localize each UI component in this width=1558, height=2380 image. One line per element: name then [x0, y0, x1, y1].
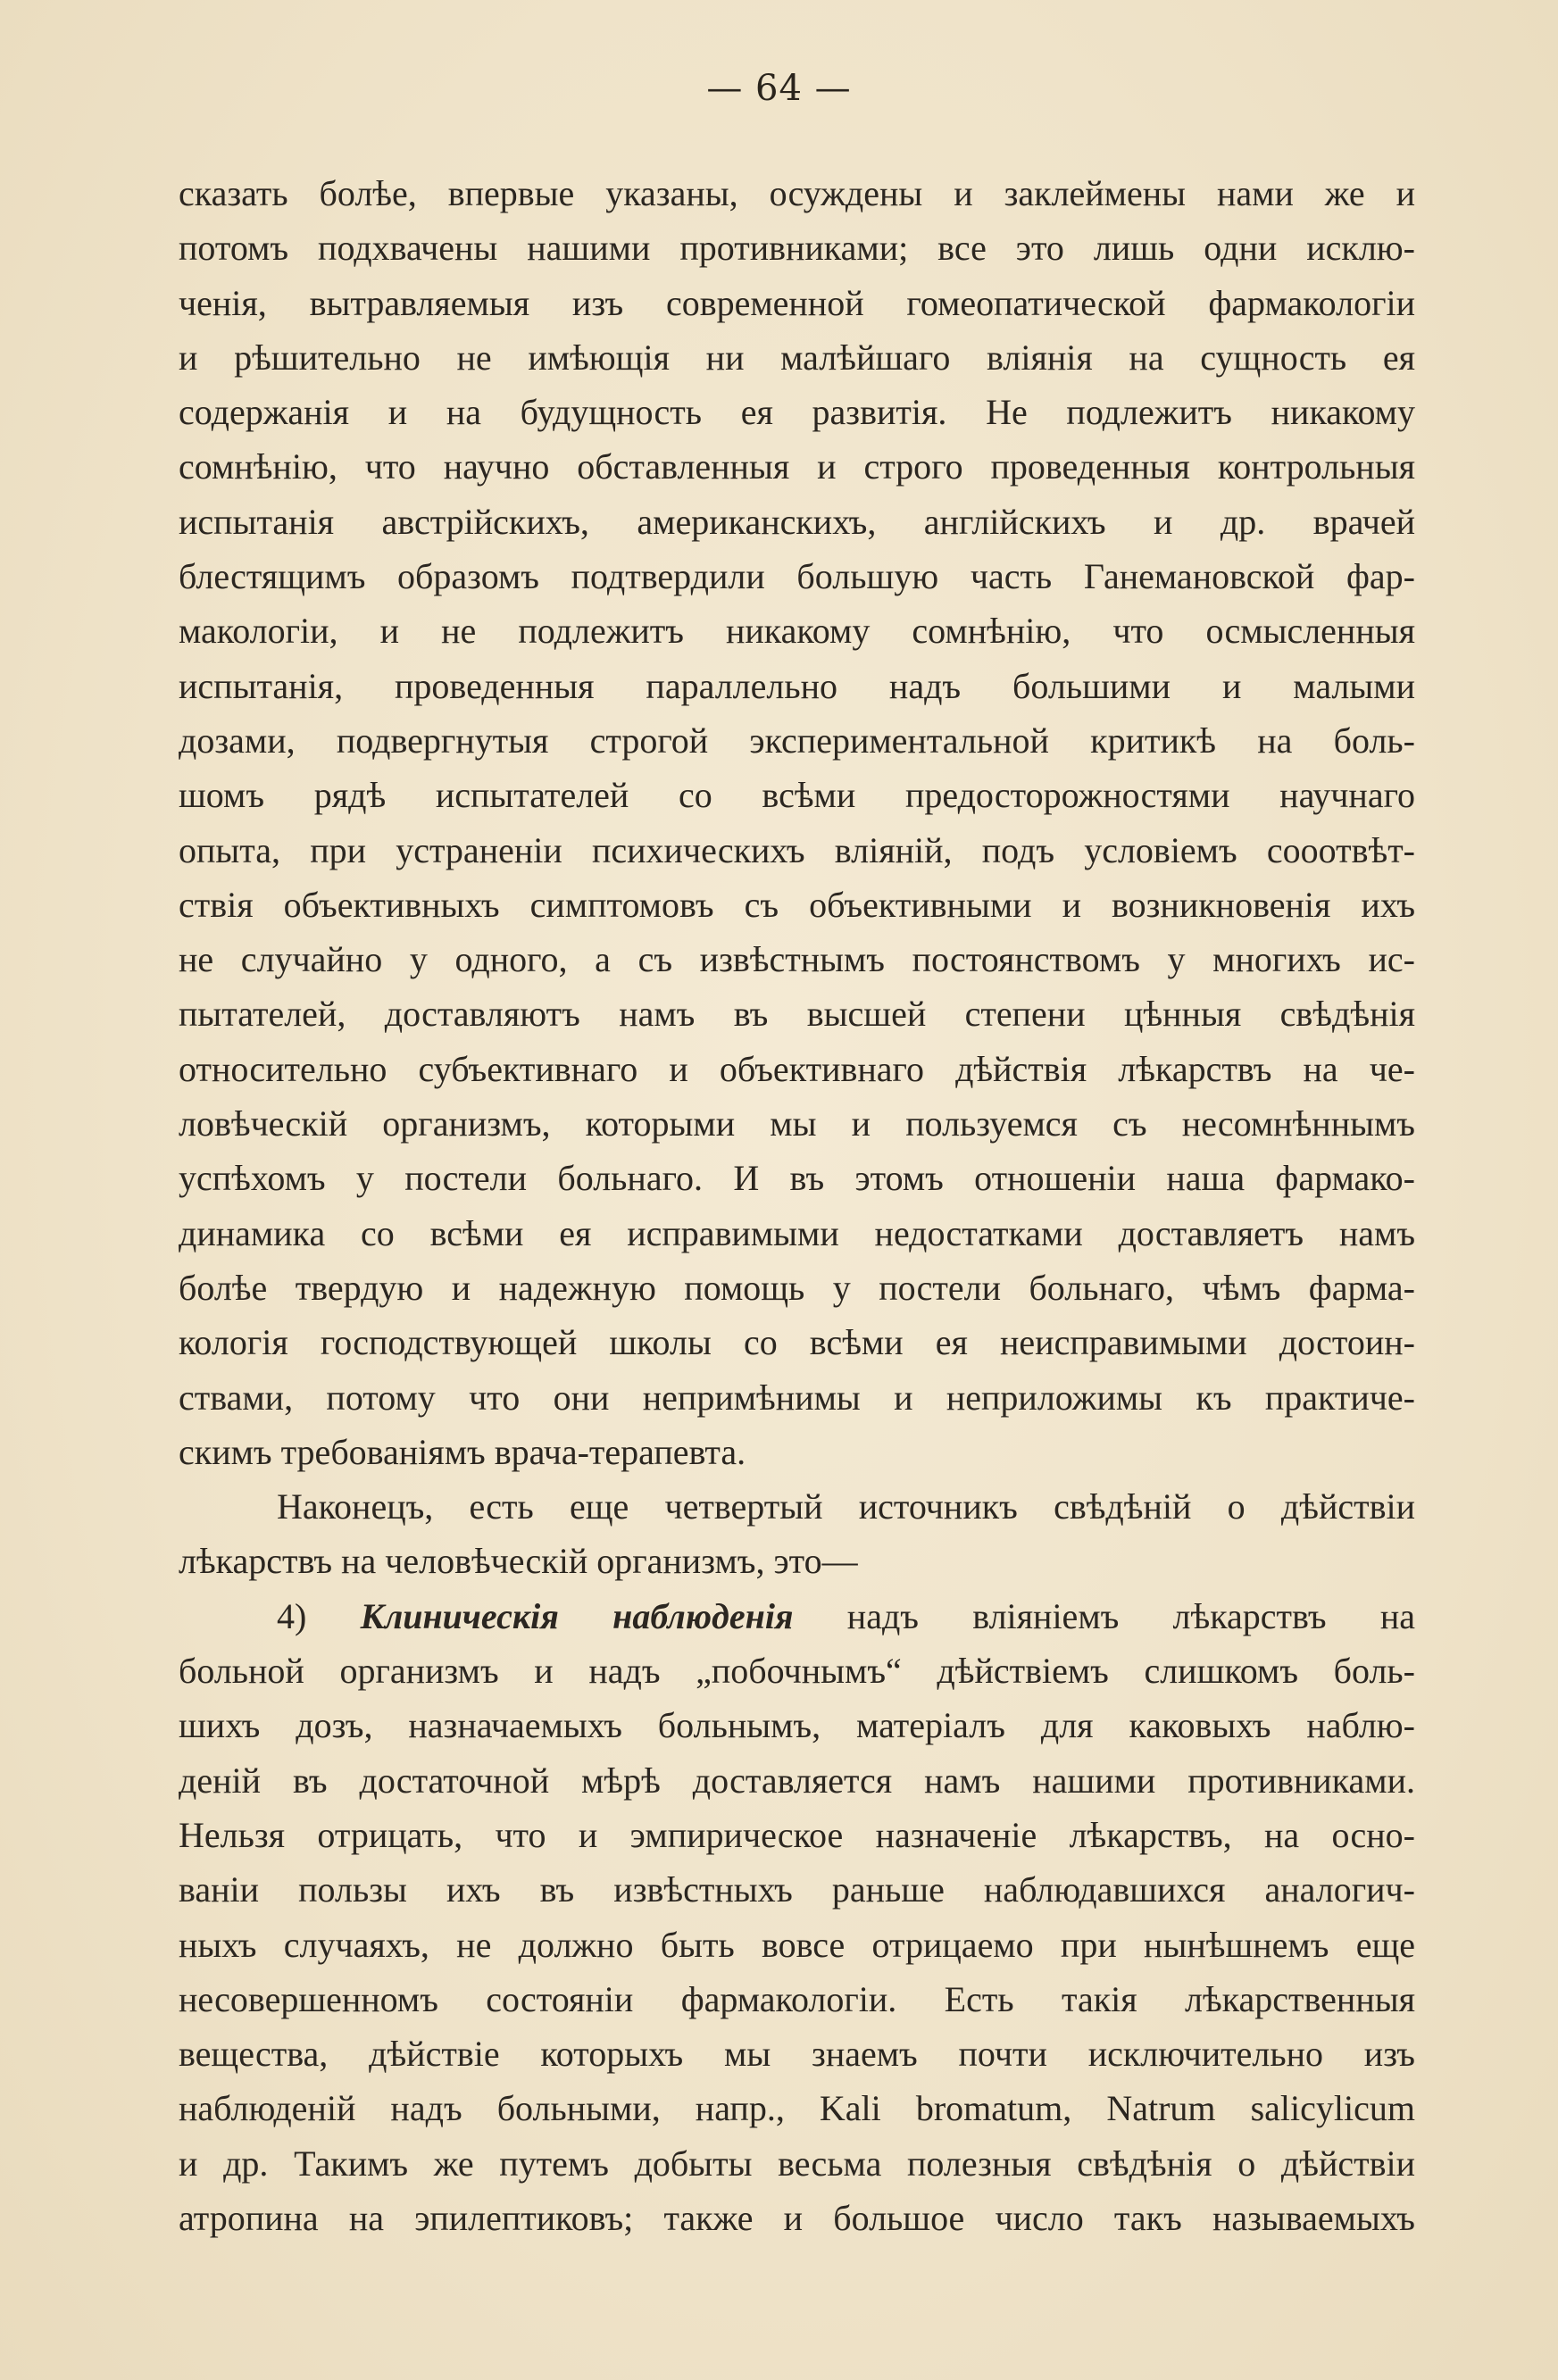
text-line: ствами, потому что они непримѣнимы и неприложимы къ практиче- — [179, 1377, 1415, 1418]
text-line: ченія, вытравляемыя изъ современной гомеопатической фармакологіи — [179, 282, 1415, 323]
section-number: 4) — [277, 1595, 307, 1636]
text-line: атропина на эпилептиковъ; также и большое число такъ называемыхъ — [179, 2197, 1415, 2238]
text-line: и др. Такимъ же путемъ добыты весьма полезныя свѣдѣнія о дѣйствіи — [179, 2143, 1415, 2184]
text-line: болѣе твердую и надежную помощь у постели больнаго, чѣмъ фарма- — [179, 1267, 1415, 1308]
text-line: шомъ рядѣ испытателей со всѣми предосторожностями научнаго — [179, 775, 1415, 816]
text-line: ловѣческій организмъ, которыми мы и пользуемся съ несомнѣннымъ — [179, 1103, 1415, 1144]
page-number: — 64 — — [706, 68, 852, 109]
text-line: больной организмъ и надъ „побочнымъ“ дѣйствіемъ слишкомъ боль- — [179, 1651, 1415, 1692]
text-line: ныхъ случаяхъ, не должно быть вовсе отрицаемо при нынѣшнемъ еще — [179, 1924, 1415, 1965]
section-heading: Клиническія наблюденія — [360, 1595, 794, 1636]
text-line: опыта, при устраненіи психическихъ вліяній, подъ условіемъ сооотвѣт- — [179, 829, 1415, 870]
text-line: не случайно у одного, а съ извѣстнымъ постоянствомъ у многихъ ис- — [179, 939, 1415, 980]
text-line: наблюденій надъ больными, напр., Kali bromatum, Natrum salicylicum — [179, 2088, 1415, 2129]
text-line: успѣхомъ у постели больнаго. И въ этомъ отношеніи наша фармако- — [179, 1158, 1415, 1199]
text-line: Нельзя отрицать, что и эмпирическое назначеніе лѣкарствъ, на осно- — [179, 1814, 1415, 1855]
text-line: и рѣшительно не имѣющія ни малѣйшаго вліянія на сущность ея — [179, 337, 1415, 378]
section-heading-line — [179, 1589, 1415, 1644]
text-line: ствія объективныхъ симптомовъ съ объективными и возникновенія ихъ — [179, 884, 1415, 925]
text-line: несовершенномъ состояніи фармакологіи. Есть такія лѣкарственныя — [179, 1978, 1415, 2019]
text-line: блестящимъ образомъ подтвердили большую часть Ганемановской фар- — [179, 556, 1415, 597]
text-line: деній въ достаточной мѣрѣ доставляется намъ нашими противниками. — [179, 1760, 1415, 1801]
text-line: испытанія, проведенныя параллельно надъ большими и малыми — [179, 665, 1415, 706]
body-text — [179, 166, 1415, 2245]
section-heading-rest: надъ вліяніемъ лѣкарствъ на — [846, 1595, 1416, 1636]
text-line: макологіи, и не подлежитъ никакому сомнѣнію, что осмысленныя — [179, 611, 1415, 652]
text-line: содержанія и на будущность ея развитія. Не подлежитъ никакому — [179, 392, 1415, 433]
text-line: потомъ подхвачены нашими противниками; все это лишь одни исклю- — [179, 228, 1415, 269]
text-line: испытанія австрійскихъ, американскихъ, англійскихъ и др. врачей — [179, 501, 1415, 542]
text-line: кологія господствующей школы со всѣми ея неисправимыми достоин- — [179, 1322, 1415, 1363]
text-line: вещества, дѣйствіе которыхъ мы знаемъ почти исключительно изъ — [179, 2034, 1415, 2075]
text-line: сказать болѣе, впервые указаны, осуждены и заклеймены нами же и — [179, 173, 1415, 213]
text-line: Наконецъ, есть еще четвертый источникъ свѣдѣній о дѣйствіи — [277, 1486, 1415, 1527]
text-line: сомнѣнію, что научно обставленныя и строго проведенныя контрольныя — [179, 446, 1415, 487]
text-line: лѣкарствъ на человѣческій организмъ, это— — [179, 1541, 858, 1582]
text-line: дозами, подвергнутыя строгой экспериментальной критикѣ на боль- — [179, 720, 1415, 761]
text-line: скимъ требованіямъ врача-терапевта. — [179, 1431, 746, 1472]
text-line: пытателей, доставляютъ намъ въ высшей степени цѣнныя свѣдѣнія — [179, 994, 1415, 1035]
text-line: шихъ дозъ, назначаемыхъ больнымъ, матеріалъ для каковыхъ наблю- — [179, 1705, 1415, 1746]
text-line: ваніи пользы ихъ въ извѣстныхъ раньше наблюдавшихся аналогич- — [179, 1869, 1415, 1910]
text-line: относительно субъективнаго и объективнаго дѣйствія лѣкарствъ на че- — [179, 1048, 1415, 1089]
text-line: динамика со всѣми ея исправимыми недостатками доставляетъ намъ — [179, 1212, 1415, 1253]
